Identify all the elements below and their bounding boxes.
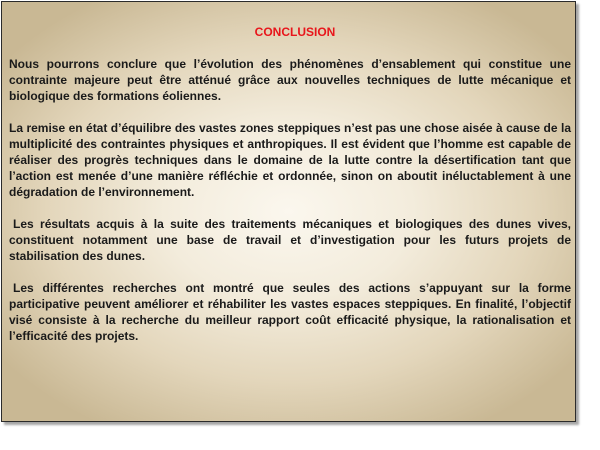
conclusion-panel xyxy=(1,1,576,422)
paragraph-recherches: Les différentes recherches ont montré que seules des actions s’appuyant sur la forme participative peuvent améliorer et réhabiliter les vastes espaces steppiques. En finalité, l’objectif visé consiste à la recherche du meilleur rapport coût efficacité physique, la rationalisation et l’efficacité des projets. xyxy=(9,281,571,343)
paragraph-resultats: Les résultats acquis à la suite des traitements mécaniques et biologiques des dunes vives, constituent notamment une base de travail et d’investigation pour les futurs projets de stabilisation des dunes. xyxy=(9,217,571,263)
conclusion-content xyxy=(9,24,571,360)
conclusion-title: CONCLUSION xyxy=(254,25,336,39)
paragraph-equilibre-steppes: La remise en état d’équilibre des vastes zones steppiques n’est pas une chose aisée à cause de la multiplicité des contraintes physiques et anthropiques. Il est évident que l’homme est capable de réaliser des progrès techniques dans le domaine de la lutte contre la désertification tant que l’action est menée d’une manière réfléchie et ordonnée, sinon on aboutit inéluctablement à une dégradation de l’environnement. xyxy=(9,121,571,199)
paragraph-ensablement: Nous pourrons conclure que l’évolution des phénomènes d’ensablement qui constitue une contrainte majeure peut être atténué grâce aux nouvelles techniques de lutte mécanique et biologique des formations éoliennes. xyxy=(9,57,571,103)
